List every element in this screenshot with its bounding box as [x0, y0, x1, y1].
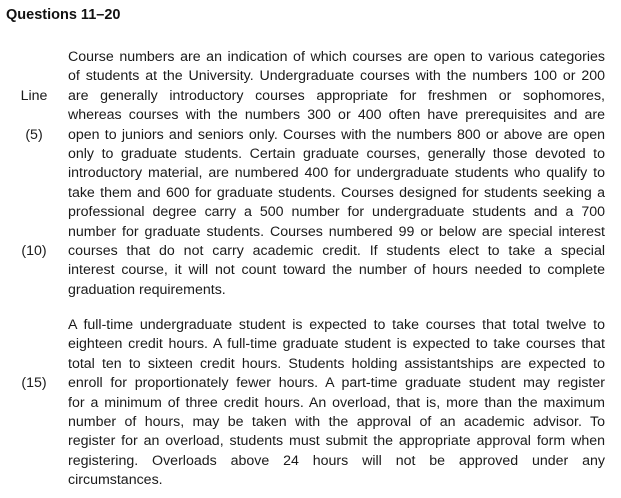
passage-line: circumstances.	[68, 472, 163, 489]
passage-line: A full-time undergraduate student is expected to take courses that total twelve to	[68, 317, 605, 333]
passage-line: of students at the University. Undergraduate courses with the numbers 100 or 200	[68, 68, 605, 85]
line-marker-10: (10)	[21, 243, 47, 259]
passage-line: interest course, it will not count toward the number of hours needed to complete	[68, 262, 605, 279]
passage-line: take them and 600 for graduate students. Courses designed for students seeking a	[68, 184, 605, 201]
passage-line: eighteen credit hours. A full-time graduate student is expected to take courses that	[68, 336, 605, 353]
passage-line: enroll for proportionately fewer hours. A part-time graduate student may register	[68, 375, 605, 392]
passage-paragraph-2	[68, 316, 605, 491]
passage-line: Course numbers are an indication of which courses are open to various categories	[68, 49, 605, 65]
passage-line: number of hours, may be taken with the approval of an academic advisor. To	[68, 413, 605, 430]
passage-line: are generally introductory courses appropriate for freshmen or sophomores,	[68, 87, 605, 104]
passage-line: registering. Overloads above 24 hours will not be approved under any	[68, 452, 605, 469]
passage-line: for a minimum of three credit hours. An overload, that is, more than the maximum	[68, 394, 605, 411]
passage-line: total ten to sixteen credit hours. Students holding assistantships are expected to	[68, 355, 605, 372]
passage-line: professional degree carry a 500 number for undergraduate students and a 700	[68, 204, 605, 221]
passage-line: number for graduate students. Courses numbered 99 or below are special interest	[68, 223, 605, 240]
line-marker-15: (15)	[21, 375, 47, 391]
section-title: Questions 11–20	[6, 7, 121, 23]
passage-line: only to graduate students. Certain graduate courses, generally those devoted to	[68, 145, 605, 162]
passage-line: register for an overload, students must submit the appropriate approval form when	[68, 433, 605, 450]
passage-paragraph-1	[68, 48, 605, 300]
line-marker-label: Line	[20, 88, 48, 104]
passage-line: courses that do not carry academic credit. If students elect to take a special	[68, 242, 605, 259]
passage-line: open to juniors and seniors only. Courses with the numbers 800 or above are open	[68, 126, 605, 143]
passage-line: introductory material, are numbered 400 for undergraduate students who qualify to	[68, 165, 605, 182]
line-marker-5: (5)	[25, 127, 43, 143]
passage-line: whereas courses with the numbers 300 or 400 often have prerequisites and are	[68, 107, 605, 124]
passage-line: graduation requirements.	[68, 281, 226, 298]
